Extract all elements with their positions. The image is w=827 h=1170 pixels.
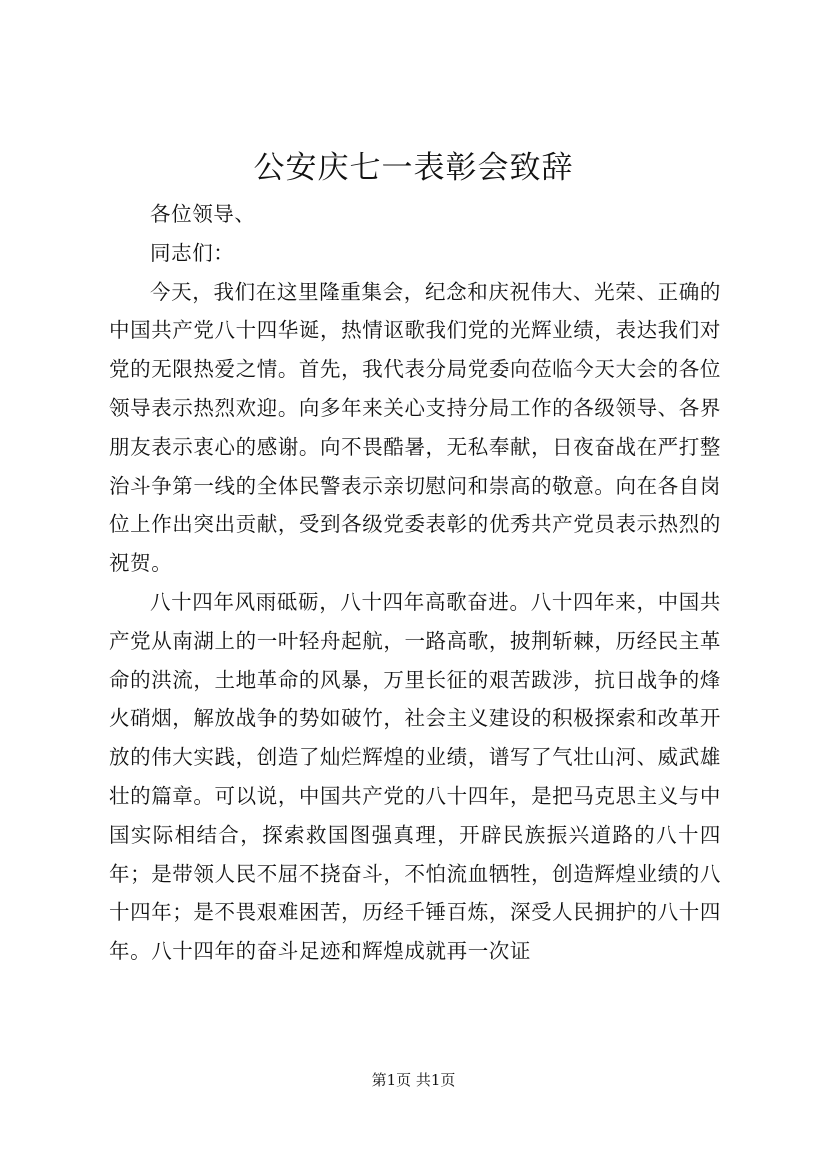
salutation-line: 同志们： — [150, 240, 235, 265]
body-paragraph: 八十四年风雨砥砺，八十四年高歌奋进。八十四年来，中国共产党从南湖上的一叶轻舟起航，一路高歌，披荆斩棘，历经民主革命的洪流，土地革命的风暴，万里长征的艰苦跋涉，抗日战争的烽火硝烟，解放战争的势如破竹，社会主义建设的积极探索和改革开放的伟大实践，创造了灿烂辉煌的业绩，谱写了气壮山河、威武雄壮的篇章。可以说，中国共产党的八十四年，是把马克思主义与中国实际相结合，探索救国图强真理，开辟民族振兴道路的八十四年；是带领人民不屈不挠奋斗，不怕流血牺牲，创造辉煌业绩的八十四年；是不畏艰难困苦，历经千锤百炼，深受人民拥护的八十四年。八十四年的奋斗足迹和辉煌成就再一次证 — [109, 589, 721, 964]
page-title: 公安庆七一表彰会致辞 — [253, 150, 574, 186]
page-footer: 第1页 共1页 — [371, 1071, 456, 1089]
salutation-line: 各位领导、 — [150, 202, 256, 226]
document-body — [109, 195, 721, 971]
body-paragraph: 今天，我们在这里隆重集会，纪念和庆祝伟大、光荣、正确的中国共产党八十四华诞，热情讴歌我们党的光辉业绩，表达我们对党的无限热爱之情。首先，我代表分局党委向莅临今天大会的各位领导表示热烈欢迎。向多年来关心支持分局工作的各级领导、各界朋友表示衷心的感谢。向不畏酷暑，无私奉献，日夜奋战在严打整治斗争第一线的全体民警表示亲切慰问和崇高的敬意。向在各自岗位上作出突出贡献，受到各级党委表彰的优秀共产党员表示热烈的祝贺。 — [109, 279, 721, 576]
